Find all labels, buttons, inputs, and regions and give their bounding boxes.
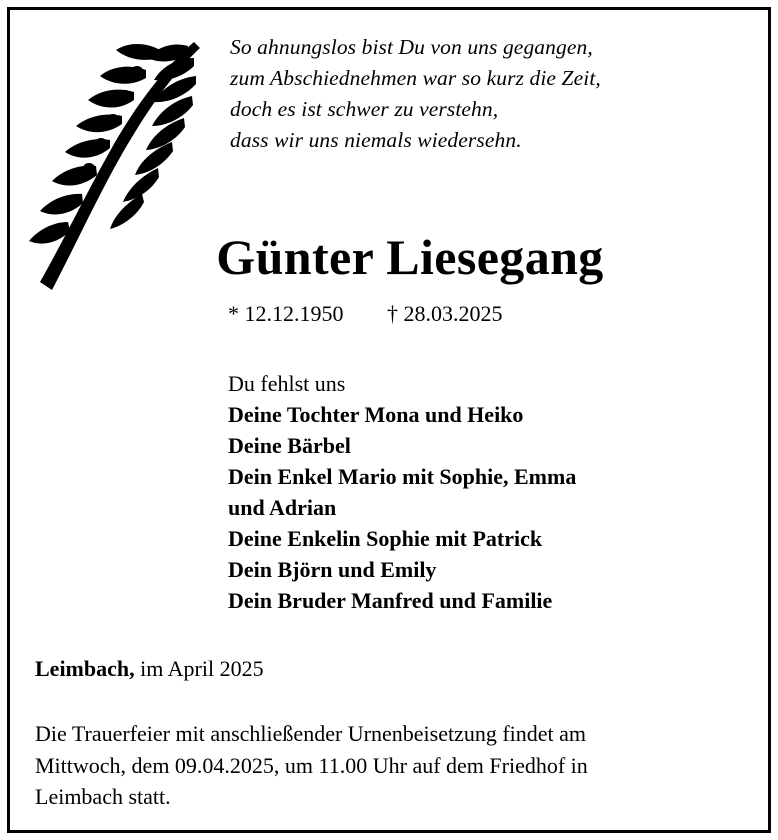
mourner-line: Deine Bärbel [228, 433, 351, 458]
notice-month: im April 2025 [140, 656, 264, 681]
mourner-line: Dein Bruder Manfred und Familie [228, 588, 553, 613]
poem-block [230, 32, 730, 156]
ceremony-line: Die Trauerfeier mit anschließender Urnenbeisetzung findet am [35, 721, 587, 746]
mourner-line: Deine Tochter Mona und Heiko [228, 402, 524, 427]
life-dates [228, 300, 668, 328]
mourner-line: Dein Björn und Emily [228, 557, 437, 582]
poem-line: So ahnungslos bist Du von uns gegangen, [230, 35, 593, 59]
mourner-line: Deine Enkelin Sophie mit Patrick [228, 526, 543, 551]
poem-line: dass wir uns niemals wiedersehn. [230, 128, 522, 152]
poem-line: doch es ist schwer zu verstehn, [230, 97, 499, 121]
poem-line: zum Abschiednehmen war so kurz die Zeit, [230, 66, 601, 90]
deceased-name: Günter Liesegang [216, 229, 604, 285]
mourners-intro: Du fehlst uns [228, 371, 346, 396]
mourners-block [228, 368, 728, 616]
place-name: Leimbach, [35, 656, 135, 681]
ceremony-line: Leimbach statt. [35, 784, 171, 809]
death-date: † 28.03.2025 [387, 301, 503, 326]
ceremony-line: Mittwoch, dem 09.04.2025, um 11.00 Uhr auf dem Friedhof in [35, 752, 588, 778]
place-date-line [35, 655, 264, 683]
notice-content [10, 10, 768, 830]
birth-date: * 12.12.1950 [228, 301, 344, 326]
mourner-line: und Adrian [228, 495, 337, 520]
mourner-line: Dein Enkel Mario mit Sophie, Emma [228, 464, 577, 489]
ceremony-details [35, 718, 735, 813]
